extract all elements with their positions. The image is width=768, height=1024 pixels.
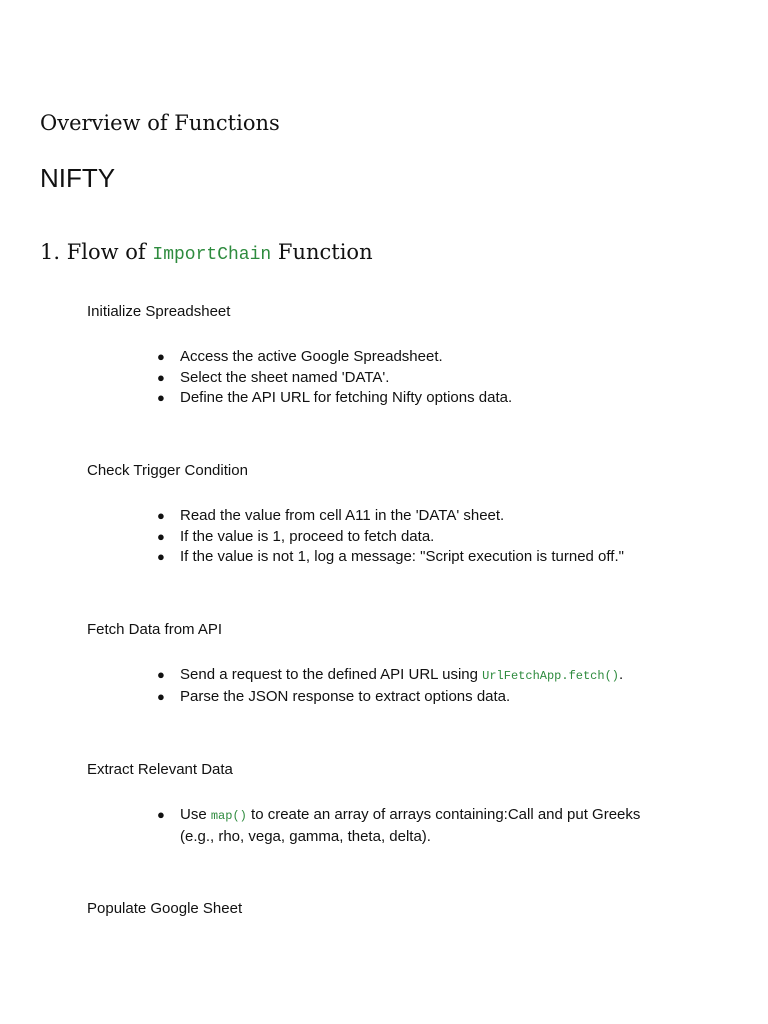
bullet-icon: ● <box>157 688 165 704</box>
bullet-icon: ● <box>157 528 165 544</box>
list-item: ● If the value is not 1, log a message: "Script execution is turned off." <box>157 547 677 568</box>
list-item: ● If the value is 1, proceed to fetch data. <box>157 527 677 548</box>
step-title-check-trigger: Check Trigger Condition <box>87 462 248 479</box>
bullet-icon: ● <box>157 549 165 564</box>
section-heading <box>40 237 373 270</box>
document-subtitle: NIFTY <box>40 163 116 193</box>
bullet-icon: ● <box>157 508 165 523</box>
bullet-list-initialize <box>157 347 677 409</box>
heading-prefix: 1. Flow of <box>40 240 153 264</box>
bullet-icon: ● <box>157 807 165 822</box>
bullet-icon: ● <box>157 369 165 385</box>
list-item: ● Access the active Google Spreadsheet. <box>157 347 677 368</box>
list-item: ● Use map() to create an array of arrays containing:Call and put Greeks (e.g., rho, vega, gamma, theta, delta). <box>157 806 641 845</box>
document-title: Overview of Functions <box>40 111 280 135</box>
step-title-populate-sheet: Populate Google Sheet <box>87 900 243 917</box>
inline-code: map() <box>210 809 247 823</box>
list-item: ● Read the value from cell A11 in the 'DATA' sheet. <box>157 506 677 527</box>
list-item: ● Define the API URL for fetching Nifty options data. <box>157 388 677 409</box>
list-item: ● Parse the JSON response to extract options data. <box>157 687 677 708</box>
step-title-initialize: Initialize Spreadsheet <box>87 303 231 320</box>
bullet-icon: ● <box>157 390 165 405</box>
inline-code: UrlFetchApp.fetch() <box>482 669 619 683</box>
bullet-list-extract-data <box>157 805 677 847</box>
list-item: ● Select the sheet named 'DATA'. <box>157 368 677 389</box>
heading-suffix: Function <box>271 240 373 264</box>
heading-code: ImportChain <box>152 245 272 265</box>
bullet-icon: ● <box>157 667 165 682</box>
step-title-extract-data: Extract Relevant Data <box>87 761 233 778</box>
bullet-list-check-trigger <box>157 506 677 568</box>
bullet-icon: ● <box>157 349 165 364</box>
step-title-fetch-data: Fetch Data from API <box>87 621 223 638</box>
bullet-list-fetch-data <box>157 665 677 707</box>
list-item: ● Send a request to the defined API URL using UrlFetchApp.fetch(). <box>157 665 677 687</box>
